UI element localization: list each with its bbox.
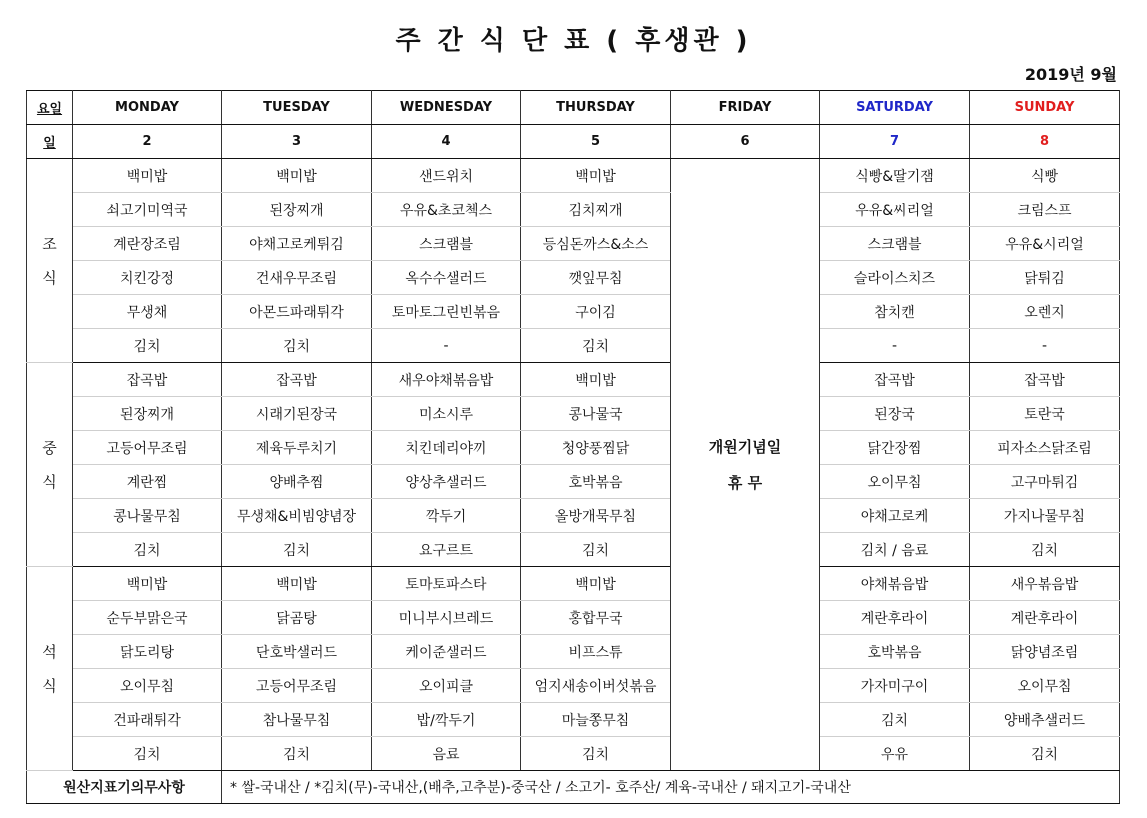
menu-item: 토마토그린빈볶음	[372, 295, 521, 329]
page-title: 주 간 식 단 표 ( 후생관 )	[395, 26, 752, 56]
menu-row	[27, 601, 1120, 635]
meal-label-char: 식	[42, 676, 57, 695]
menu-item: 청양풍찜닭	[521, 431, 671, 465]
menu-item: 가자미구이	[820, 669, 970, 703]
menu-item: -	[970, 329, 1120, 363]
menu-item: 우유&시리얼	[970, 227, 1120, 261]
menu-item: 요구르트	[372, 533, 521, 567]
menu-row	[27, 363, 1120, 397]
menu-item: 등심돈까스&소스	[521, 227, 671, 261]
menu-item: 백미밥	[222, 567, 372, 601]
header-row	[27, 91, 1120, 125]
date-row	[27, 125, 1120, 159]
menu-item: 무생채	[73, 295, 222, 329]
menu-item: 건파래튀각	[73, 703, 222, 737]
day-header-sunday: SUNDAY	[970, 91, 1120, 125]
date-saturday: 7	[820, 125, 970, 159]
menu-row	[27, 329, 1120, 363]
menu-row	[27, 159, 1120, 193]
menu-item: 양상추샐러드	[372, 465, 521, 499]
menu-item: 김치	[970, 533, 1120, 567]
day-header-wednesday: WEDNESDAY	[372, 91, 521, 125]
menu-row	[27, 635, 1120, 669]
menu-item: 야채고로케튀김	[222, 227, 372, 261]
menu-item: 백미밥	[521, 159, 671, 193]
menu-item: 고구마튀김	[970, 465, 1120, 499]
menu-item: 새우야채볶음밥	[372, 363, 521, 397]
menu-item: 오이피클	[372, 669, 521, 703]
menu-item: 스크램블	[820, 227, 970, 261]
menu-item: 밥/깍두기	[372, 703, 521, 737]
menu-item: 쇠고기미역국	[73, 193, 222, 227]
menu-item: 식빵	[970, 159, 1120, 193]
menu-item: 식빵&딸기잼	[820, 159, 970, 193]
menu-item: 케이준샐러드	[372, 635, 521, 669]
menu-item: 계란후라이	[970, 601, 1120, 635]
menu-item: 홍합무국	[521, 601, 671, 635]
menu-item: 단호박샐러드	[222, 635, 372, 669]
menu-row	[27, 737, 1120, 771]
dinner-label	[27, 567, 73, 771]
menu-item: 잡곡밥	[222, 363, 372, 397]
menu-item: 닭곰탕	[222, 601, 372, 635]
menu-item: 김치	[521, 329, 671, 363]
menu-item: 시래기된장국	[222, 397, 372, 431]
menu-row	[27, 193, 1120, 227]
weekday-header-label: 요일	[27, 91, 73, 125]
meal-label-char: 중	[42, 438, 57, 457]
menu-item: -	[372, 329, 521, 363]
menu-row	[27, 669, 1120, 703]
menu-item: 치킨데리야끼	[372, 431, 521, 465]
date-row-label: 일	[27, 125, 73, 159]
menu-item: 콩나물무침	[73, 499, 222, 533]
menu-item: 샌드위치	[372, 159, 521, 193]
menu-row	[27, 465, 1120, 499]
menu-item: 양배추찜	[222, 465, 372, 499]
menu-item: 건새우무조림	[222, 261, 372, 295]
meal-label-char: 석	[42, 642, 57, 661]
menu-item: 백미밥	[73, 159, 222, 193]
date-wednesday: 4	[372, 125, 521, 159]
menu-item: 계란찜	[73, 465, 222, 499]
menu-item: 닭도리탕	[73, 635, 222, 669]
menu-item: 김치	[73, 533, 222, 567]
menu-item: 호박볶음	[820, 635, 970, 669]
menu-row	[27, 227, 1120, 261]
menu-item: 음료	[372, 737, 521, 771]
menu-item: 김치	[73, 329, 222, 363]
menu-item: 김치	[222, 737, 372, 771]
meal-label-char: 조	[42, 234, 57, 253]
holiday-name: 개원기념일	[708, 437, 782, 456]
weekly-menu-table	[26, 90, 1120, 804]
menu-item: 피자소스닭조림	[970, 431, 1120, 465]
menu-item: 순두부맑은국	[73, 601, 222, 635]
menu-item: 김치	[73, 737, 222, 771]
menu-row	[27, 703, 1120, 737]
menu-item: 아몬드파래튀각	[222, 295, 372, 329]
menu-item: 크림스프	[970, 193, 1120, 227]
breakfast-label	[27, 159, 73, 363]
menu-item: 백미밥	[73, 567, 222, 601]
menu-item: 콩나물국	[521, 397, 671, 431]
menu-item: 잡곡밥	[820, 363, 970, 397]
menu-item: 미소시루	[372, 397, 521, 431]
menu-item: 된장국	[820, 397, 970, 431]
menu-row	[27, 567, 1120, 601]
menu-item: 고등어무조림	[73, 431, 222, 465]
menu-item: 마늘쫑무침	[521, 703, 671, 737]
menu-item: 김치	[970, 737, 1120, 771]
menu-item: 백미밥	[521, 567, 671, 601]
day-header-thursday: THURSDAY	[521, 91, 671, 125]
menu-item: 양배추샐러드	[970, 703, 1120, 737]
date-tuesday: 3	[222, 125, 372, 159]
meal-label-char: 식	[42, 472, 57, 491]
menu-item: 우유&초코첵스	[372, 193, 521, 227]
menu-item: 닭양념조림	[970, 635, 1120, 669]
menu-item: 닭튀김	[970, 261, 1120, 295]
menu-item: 우유	[820, 737, 970, 771]
origin-note: * 쌀-국내산 / *김치(무)-국내산,(배추,고추분)-중국산 / 소고기- 호주산/ 계육-국내산 / 돼지고기-국내산	[222, 771, 1120, 804]
menu-item: 구이김	[521, 295, 671, 329]
menu-item: 오렌지	[970, 295, 1120, 329]
menu-item: 스크램블	[372, 227, 521, 261]
menu-item: 김치	[820, 703, 970, 737]
menu-item: 김치	[222, 533, 372, 567]
menu-item: 계란장조림	[73, 227, 222, 261]
menu-item: 오이무침	[820, 465, 970, 499]
menu-item: 슬라이스치즈	[820, 261, 970, 295]
menu-item: 된장찌개	[73, 397, 222, 431]
menu-item: 미니부시브레드	[372, 601, 521, 635]
menu-item: 옥수수샐러드	[372, 261, 521, 295]
menu-item: 비프스튜	[521, 635, 671, 669]
menu-item: 김치 / 음료	[820, 533, 970, 567]
menu-item: 야채볶음밥	[820, 567, 970, 601]
origin-label: 원산지표기의무사항	[27, 771, 222, 804]
menu-item: 토란국	[970, 397, 1120, 431]
menu-item: 올방개묵무침	[521, 499, 671, 533]
day-header-monday: MONDAY	[73, 91, 222, 125]
menu-item: 참치캔	[820, 295, 970, 329]
menu-item: 가지나물무침	[970, 499, 1120, 533]
menu-item: 백미밥	[222, 159, 372, 193]
menu-item: 참나물무침	[222, 703, 372, 737]
menu-item: 깻잎무침	[521, 261, 671, 295]
meal-label-char: 식	[42, 268, 57, 287]
menu-item: 깍두기	[372, 499, 521, 533]
date-monday: 2	[73, 125, 222, 159]
menu-item: 토마토파스타	[372, 567, 521, 601]
day-header-tuesday: TUESDAY	[222, 91, 372, 125]
menu-item: 잡곡밥	[73, 363, 222, 397]
menu-item: -	[820, 329, 970, 363]
menu-item: 된장찌개	[222, 193, 372, 227]
menu-row	[27, 499, 1120, 533]
menu-item: 오이무침	[73, 669, 222, 703]
date-thursday: 5	[521, 125, 671, 159]
menu-row	[27, 397, 1120, 431]
lunch-label	[27, 363, 73, 567]
menu-item: 야채고로케	[820, 499, 970, 533]
menu-item: 김치	[521, 737, 671, 771]
menu-item: 호박볶음	[521, 465, 671, 499]
menu-item: 계란후라이	[820, 601, 970, 635]
menu-item: 치킨강정	[73, 261, 222, 295]
menu-row	[27, 295, 1120, 329]
menu-item: 백미밥	[521, 363, 671, 397]
menu-item: 제육두루치기	[222, 431, 372, 465]
menu-item: 김치찌개	[521, 193, 671, 227]
day-header-friday: FRIDAY	[671, 91, 820, 125]
menu-item: 엄지새송이버섯볶음	[521, 669, 671, 703]
menu-item: 새우볶음밥	[970, 567, 1120, 601]
menu-item: 무생채&비빔양념장	[222, 499, 372, 533]
menu-item: 닭간장찜	[820, 431, 970, 465]
menu-row	[27, 261, 1120, 295]
month-label: 2019년 9월	[1024, 65, 1117, 84]
friday-holiday-cell	[671, 159, 820, 771]
date-friday: 6	[671, 125, 820, 159]
menu-item: 김치	[222, 329, 372, 363]
footer-row	[27, 771, 1120, 804]
menu-item: 우유&씨리얼	[820, 193, 970, 227]
day-header-saturday: SATURDAY	[820, 91, 970, 125]
closed-label: 휴 무	[727, 473, 763, 492]
menu-row	[27, 533, 1120, 567]
menu-row	[27, 431, 1120, 465]
date-sunday: 8	[970, 125, 1120, 159]
menu-item: 고등어무조림	[222, 669, 372, 703]
menu-item: 오이무침	[970, 669, 1120, 703]
menu-item: 잡곡밥	[970, 363, 1120, 397]
menu-item: 김치	[521, 533, 671, 567]
